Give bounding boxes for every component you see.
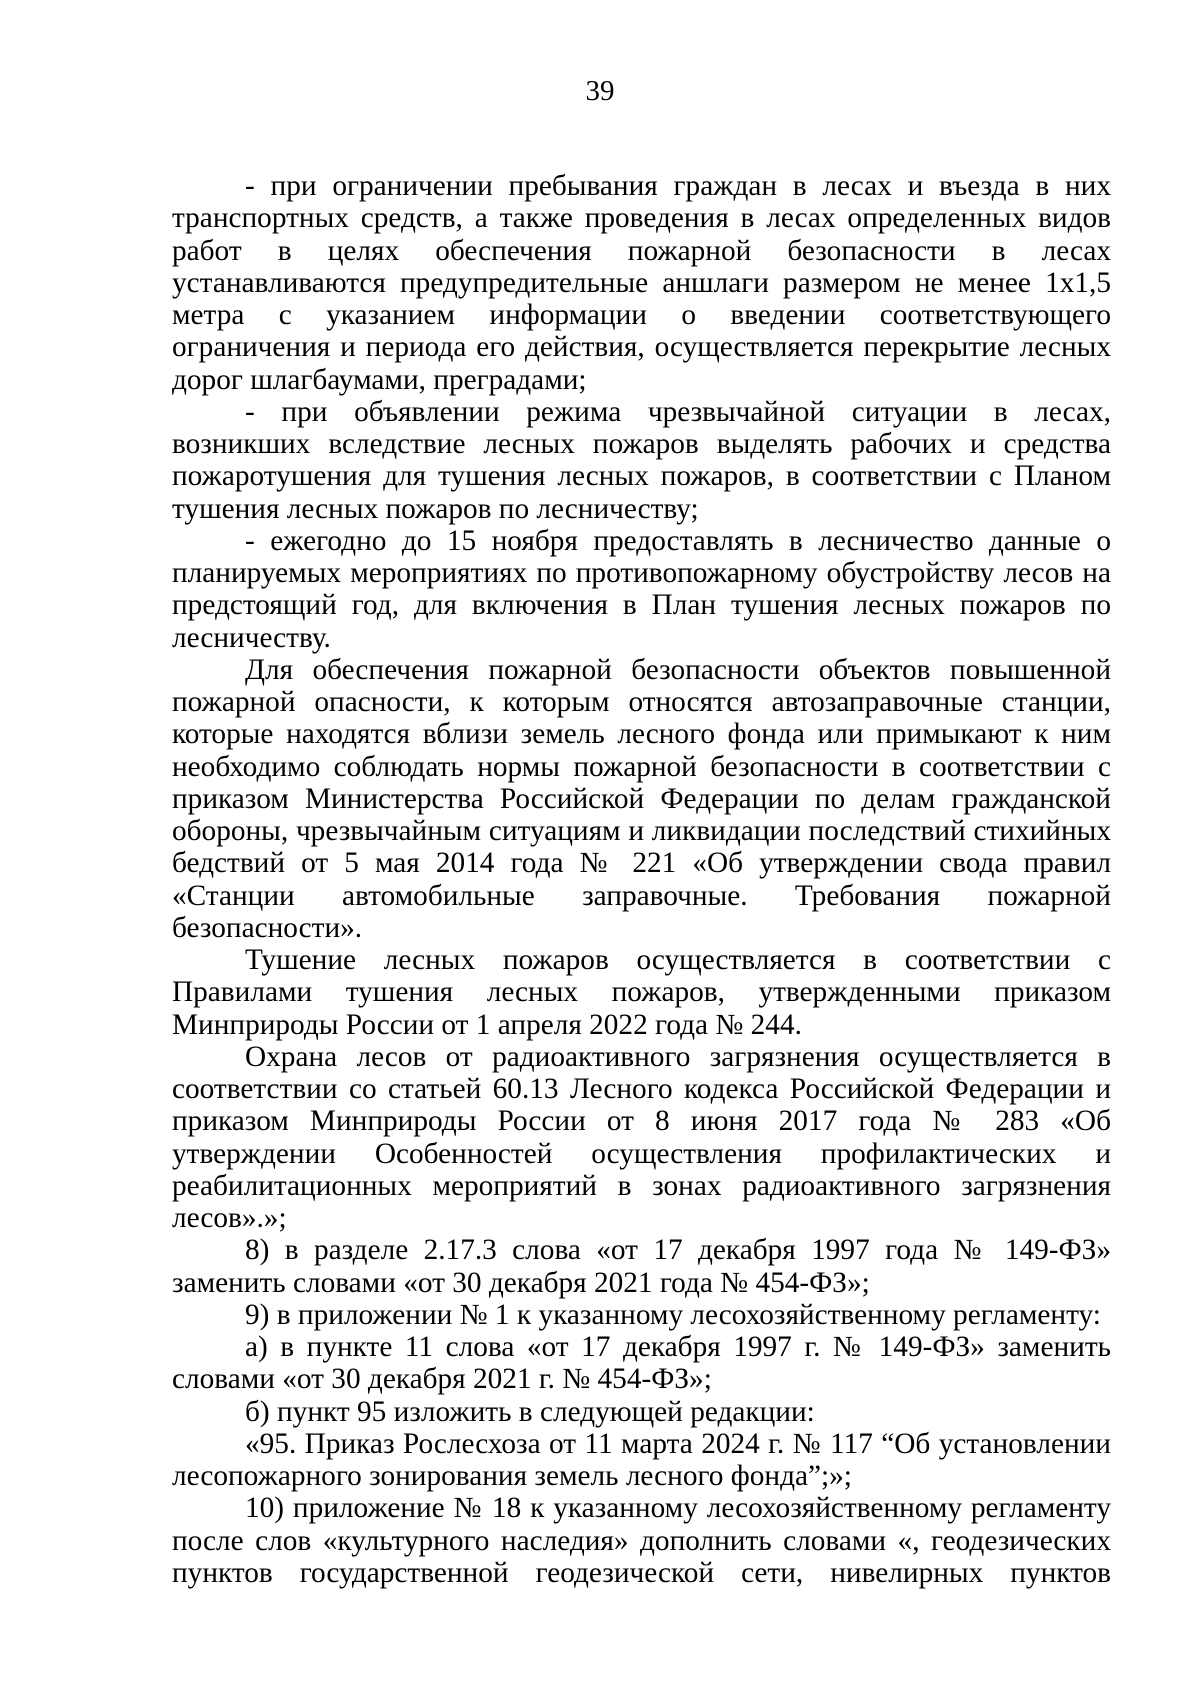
paragraph-annual-report: - ежегодно до 15 ноября предоставлять в лесничество данные о планируемых мероприятиях по противопожарному обустройству лесов на предстоящий год, для включения в План тушения лесных пожаров по лесничеству. xyxy=(172,524,1111,654)
document-body xyxy=(172,170,1111,1589)
paragraph-item-8: 8) в разделе 2.17.3 слова «от 17 декабря 1997 года № 149-ФЗ» заменить словами «от 30 декабря 2021 года № 454-ФЗ»; xyxy=(172,1234,1111,1299)
page-number: 39 xyxy=(585,75,615,107)
paragraph-emergency-mode: - при объявлении режима чрезвычайной ситуации в лесах, возникших вследствие лесных пожаров выделять рабочих и средства пожаротушения для тушения лесных пожаров, в соответствии с Планом тушения лесных пожаров по лесничеству; xyxy=(172,395,1111,525)
paragraph-item-10: 10) приложение № 18 к указанному лесохозяйственному регламенту после слов «культурного наследия» дополнить словами «, геодезических пунктов государственной геодезической сети, нивелирных пунктов xyxy=(172,1492,1111,1589)
paragraph-restriction-signs: - при ограничении пребывания граждан в лесах и въезда в них транспортных средств, а также проведения в лесах определенных видов работ в целях обеспечения пожарной безопасности в лесах устанавливаются предупредительные аншлаги размером не менее 1х1,5 метра с указанием информации о введении соответствующего ограничения и периода его действия, осуществляется перекрытие лесных дорог шлагбаумами, преградами; xyxy=(172,170,1111,396)
paragraph-item-9: 9) в приложении № 1 к указанному лесохозяйственному регламенту: xyxy=(245,1298,1101,1331)
paragraph-item-9a: а) в пункте 11 слова «от 17 декабря 1997 г. № 149-ФЗ» заменить словами «от 30 декабря 2021 г. № 454-ФЗ»; xyxy=(172,1331,1111,1396)
paragraph-fire-extinguishing-rules: Тушение лесных пожаров осуществляется в соответствии с Правилами тушения лесных пожаров, утвержденными приказом Минприроды России от 1 апреля 2022 года № 244. xyxy=(172,944,1111,1041)
paragraph-item-95-quote: «95. Приказ Рослесхоза от 11 марта 2024 г. № 117 “Об установлении лесопожарного зонирования земель лесного фонда”;»; xyxy=(172,1427,1111,1492)
paragraph-radioactive-protection: Охрана лесов от радиоактивного загрязнения осуществляется в соответствии со статьей 60.13 Лесного кодекса Российской Федерации и приказом Минприроды России от 8 июня 2017 года № 283 «Об утверждении Особенностей осуществления профилактических и реабилитационных мероприятий в зонах радиоактивного загрязнения лесов».»; xyxy=(172,1040,1111,1234)
paragraph-gas-stations: Для обеспечения пожарной безопасности объектов повышенной пожарной опасности, к которым относятся автозаправочные станции, которые находятся вблизи земель лесного фонда или примыкают к ним необходимо соблюдать нормы пожарной безопасности в соответствии с приказом Министерства Российской Федерации по делам гражданской обороны, чрезвычайным ситуациям и ликвидации последствий стихийных бедствий от 5 мая 2014 года № 221 «Об утверждении свода правил «Станции автомобильные заправочные. Требования пожарной безопасности». xyxy=(172,653,1111,944)
paragraph-item-9b: б) пункт 95 изложить в следующей редакции: xyxy=(245,1395,815,1428)
